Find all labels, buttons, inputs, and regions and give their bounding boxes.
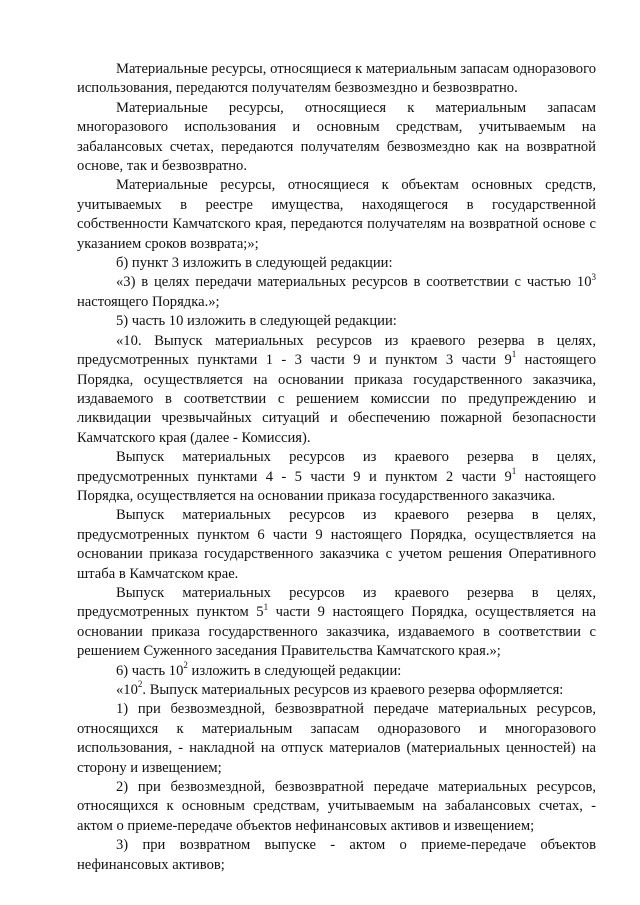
paragraph [77,254,596,273]
paragraph [77,312,596,331]
paragraph-text: настоящего Порядка, осуществляется на основании приказа государственного заказчика. [77,468,596,504]
paragraph [77,836,596,875]
superscript: 1 [263,601,269,612]
paragraph-text: Материальные ресурсы, относящиеся к материальным запасам одноразового использования, передаются получателям безвозмездно и безвозвратно. [77,61,596,97]
paragraph-text: 6) часть 10 [116,662,184,679]
paragraph-text: 2) при безвозмездной, безвозвратной передаче материальных ресурсов, относящихся к основным средствам, учитываемым на забалансовых счетах, - актом о приеме-передаче объектов нефинансовых активов и извещением; [77,779,596,834]
paragraph [77,700,596,778]
superscript: 1 [511,465,517,476]
paragraph [77,681,596,700]
paragraph [77,448,596,506]
paragraph-text: Материальные ресурсы, относящиеся к объектам основных средств, учитываемых в реестре имущества, находящегося в государственной собственности Камчатского края, передаются получателям на возвратной основе с указанием сроков возврата;»; [77,177,596,252]
paragraph-text: Материальные ресурсы, относящиеся к материальным запасам многоразового использования и основным средствам, учитываемым на забалансовых счетах, передаются получателям безвозмездно как на возвратной основе, так и безвозвратно. [77,99,596,175]
paragraph-text: Выпуск материальных ресурсов из краевого резерва в целях, предусмотренных пунктами 4 - 5 части 9 и пунктом 2 части 9 [77,449,596,485]
paragraph-text: Выпуск материальных ресурсов из краевого резерва в целях, предусмотренных пунктом 5 [77,584,596,621]
paragraph-text: 5) часть 10 изложить в следующей редакции: [116,313,397,330]
paragraph-text: . Выпуск материальных ресурсов из краевого резерва оформляется: [142,682,564,698]
paragraph-text: «10 [116,682,138,698]
paragraph [77,332,596,448]
paragraph [77,659,596,681]
paragraph-text: «10. Выпуск материальных ресурсов из краевого резерва в целях, предусмотренных пунктами 1 - 3 части 9 и пунктом 3 части 9 [77,332,596,369]
paragraph-text: изложить в следующей редакции: [187,662,402,679]
superscript: 2 [183,659,188,670]
superscript: 2 [137,679,143,690]
paragraph [77,273,596,312]
paragraph [77,506,596,584]
paragraph-text: б) пункт 3 изложить в следующей редакции: [116,255,393,272]
paragraph-text: 1) при безвозмездной, безвозвратной передаче материальных ресурсов, относящихся к материальным запасам одноразового и многоразового использования, - накладной на отпуск материалов (материальных ценностей) на сторону и извещением; [77,701,596,776]
paragraph-text: Выпуск материальных ресурсов из краевого резерва в целях, предусмотренных пунктом 6 части 9 настоящего Порядка, осуществляется на основании приказа государственного заказчика с учетом решения Оперативного штаба в Камчатском крае. [77,507,596,582]
paragraph-text: настоящего Порядка.»; [77,293,220,310]
paragraph [77,99,596,177]
paragraph [77,60,596,99]
paragraph-text: части 9 настоящего Порядка, осуществляется на основании приказа государственного заказчика, издаваемого в соответствии с решением Суженного заседания Правительства Камчатского края.»; [77,604,596,660]
superscript: 1 [511,349,517,360]
paragraph-text: настоящего Порядка, осуществляется на основании приказа государственного заказчика, издаваемого в соответствии с решением комиссии по предупреждению и ликвидации чрезвычайных ситуаций и обеспечению пожарной безопасности Камчатского края (далее - Комиссия). [77,352,596,446]
paragraph-text: «3) в целях передачи материальных ресурсов в соответствии с частью 10 [116,274,592,291]
paragraph [77,584,596,662]
superscript: 3 [591,271,596,282]
paragraph-text: 3) при возвратном выпуске - актом о приеме-передаче объектов нефинансовых активов; [77,837,596,873]
paragraph [77,176,596,254]
document-body [77,60,596,875]
paragraph [77,778,596,836]
